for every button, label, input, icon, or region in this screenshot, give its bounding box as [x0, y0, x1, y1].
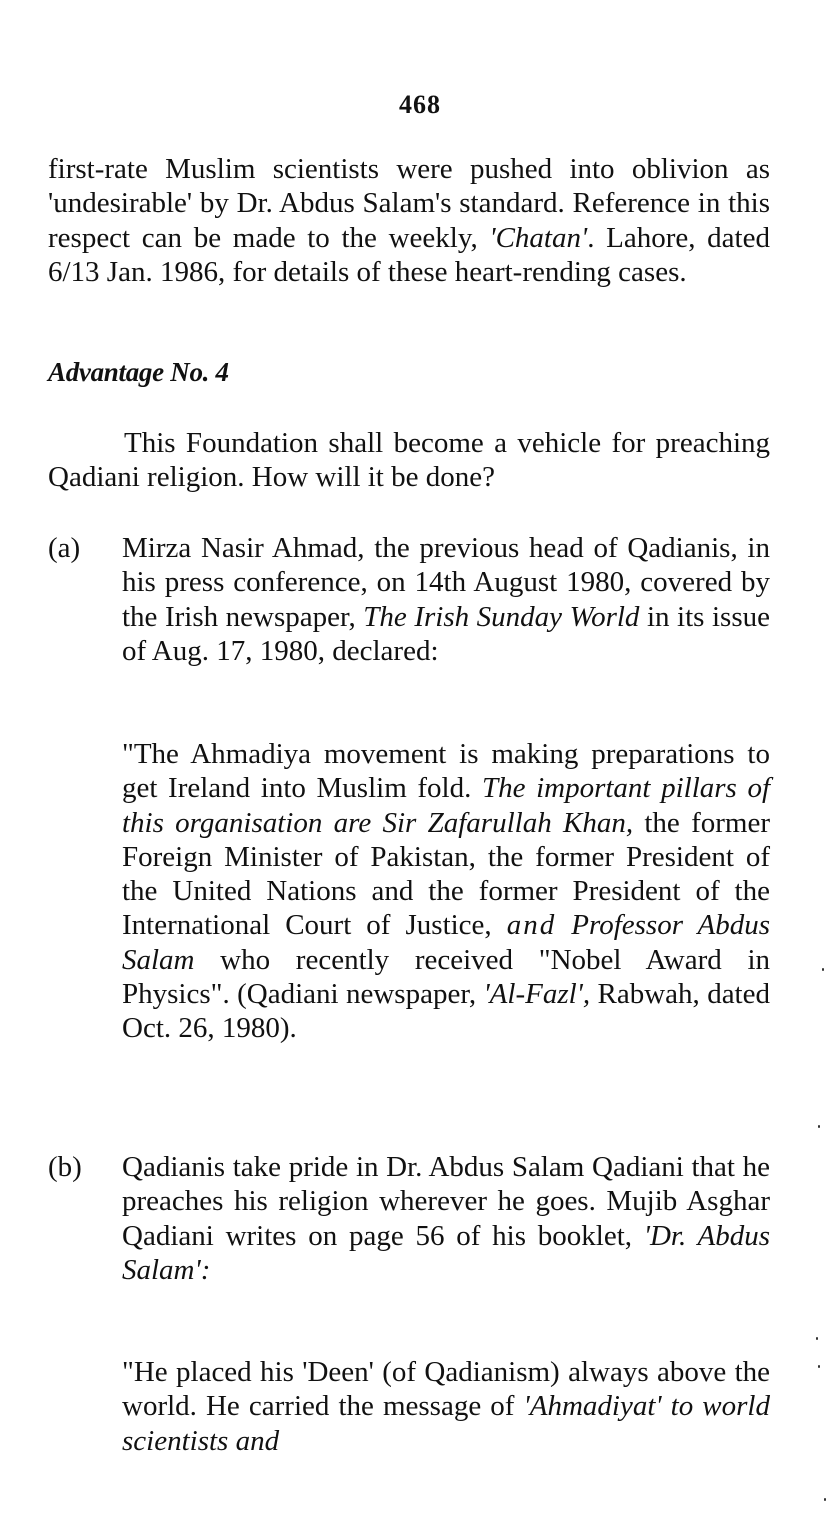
item-marker-a: (a): [48, 532, 81, 564]
quote-a-and: and: [506, 909, 557, 942]
irish-newspaper-title: The Irish Sunday World: [363, 600, 640, 633]
item-a-text-end: in its issue of Aug. 17, 1980, declared:: [122, 600, 770, 667]
opening-paragraph: [48, 152, 770, 289]
booklet-title: 'Dr. Abdus Salam':: [122, 1219, 770, 1286]
quote-b-text: "He placed his 'Deen' (of Qadianism) always above the world. He carried the message of: [122, 1356, 770, 1423]
item-b-text: Qadianis take pride in Dr. Abdus Salam Qadiani that he preaches his religion wherever he goes. Mujib Asghar Qadiani writes on page 56 of his booklet,: [122, 1151, 770, 1252]
alfazl-title: 'Al-Fazl',: [483, 978, 591, 1011]
item-b-quote: [122, 1355, 770, 1458]
intro-paragraph: This Foundation shall become a vehicle for preaching Qadiani religion. How will it be done?: [48, 427, 770, 494]
scan-speck: [818, 1125, 820, 1128]
item-a-quote: [122, 737, 770, 1046]
item-a-paragraph: [122, 531, 770, 668]
chatan-title: 'Chatan': [489, 221, 588, 254]
quote-a-italic-1: The important pillars of this organisation are Sir Zafarullah Khan,: [122, 772, 770, 839]
section-heading: Advantage No. 4: [48, 357, 229, 387]
quote-a-italic-2: Professor Abdus Salam: [122, 909, 770, 976]
opening-text-end: . Lahore, dated 6/13 Jan. 1986, for details of these heart-rending cases.: [48, 221, 770, 288]
quote-a-text-4: Rabwah, dated Oct. 26, 1980).: [122, 978, 770, 1045]
quote-b-italic: 'Ahmadiyat' to world scientists and: [122, 1390, 770, 1457]
opening-text: first-rate Muslim scientists were pushed into oblivion as 'undesirable' by Dr. Abdus Salam's standard. Reference in this respect can be made to the weekly,: [48, 153, 770, 254]
scan-speck: [824, 1498, 826, 1501]
quote-a-text-3: who recently received "Nobel Award in Physics". (Qadiani newspaper,: [122, 943, 770, 1011]
item-marker-b: (b): [48, 1151, 82, 1183]
scan-speck: [818, 1365, 820, 1368]
page-number: 468: [399, 90, 441, 119]
quote-a-text-2: the former Foreign Minister of Pakistan, the former President of the United Nations and the former President of the International Court of Justice,: [122, 806, 770, 942]
item-a-text: Mirza Nasir Ahmad, the previous head of Qadianis, in his press conference, on 14th August 1980, covered by the Irish newspaper,: [122, 532, 770, 633]
item-b-paragraph: [122, 1150, 770, 1287]
quote-a-text-1: "The Ahmadiya movement is making preparations to get Ireland into Muslim fold.: [122, 738, 770, 805]
scan-speck: [822, 968, 824, 971]
scan-speck: [816, 1337, 818, 1340]
quote-a-space: [556, 909, 571, 941]
